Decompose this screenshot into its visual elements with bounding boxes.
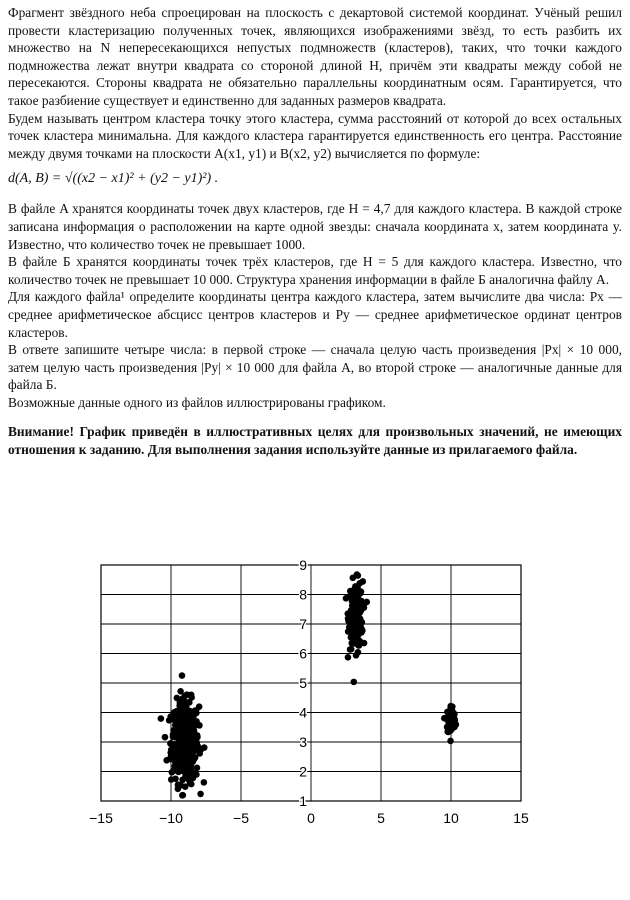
data-point [176,703,183,710]
data-point [441,715,448,722]
data-point [197,791,204,798]
data-point [171,731,178,738]
data-point [201,779,208,786]
data-point [451,724,458,731]
data-point [447,738,454,745]
y-tick-label: 3 [299,734,307,750]
distance-formula: d(A, B) = √((x2 − x1)² + (y2 − y1)²) . [8,171,219,187]
data-point [179,747,186,754]
x-tick-label: −10 [159,810,183,826]
data-point [163,757,170,764]
data-point [193,722,200,729]
data-point [445,729,452,736]
data-point [361,640,368,647]
data-point [182,736,189,743]
data-point [175,759,182,766]
data-point [182,783,189,790]
data-point [449,703,456,710]
paragraph-chart-note: Возможные данные одного из файлов иллюстрированы графиком. [8,394,386,410]
x-tick-label: −15 [89,810,113,826]
data-point [191,707,198,714]
data-point [183,716,190,723]
data-point [175,782,182,789]
x-tick-label: 0 [307,810,315,826]
paragraph-file-b: В файле Б хранятся координаты точек трёх кластеров, где H = 5 для каждого кластера. Известно, что количество точек не превышает 10 000. Структура хранения информации в файле Б аналогична файлу A. [8,254,622,287]
data-point [189,752,196,759]
data-point [173,750,180,757]
data-point [448,714,455,721]
data-point [359,619,366,626]
y-tick-label: 4 [299,704,307,721]
data-point [350,575,357,582]
data-point [182,754,189,761]
data-point [351,679,358,686]
data-point [345,654,352,661]
data-point [360,578,367,585]
data-point [355,642,362,649]
x-tick-label: −5 [233,810,249,826]
data-point [188,746,195,753]
paragraph-intro: Фрагмент звёздного неба спроецирован на плоскость с декартовой системой координат. Учёный решил провести кластеризацию полученных точек, являющихся изображениями звёзд, то есть разбить их множество на N непересекающихся непустых подмножеств (кластеров), таких, что точки каждого подмножества лежат внутри квадрата со стороной длиной H, причём эти квадраты между собой не пересекаются. Стороны квадрата не обязательно параллельны координатным осям. Гарантируется, что такое разбиение существует и единственно для заданных размеров квадрата. [8,5,622,108]
data-point [167,740,174,747]
data-point [168,776,175,783]
x-tick-label: 5 [377,810,385,826]
y-tick-label: 5 [299,675,307,691]
paragraph-center-definition: Будем называть центром кластера точку этого кластера, сумма расстояний от которой до всех остальных точек кластера минимальна. Для каждого кластера гарантируется единственность его центра. Расстояние между двумя точками на плоскости A(x1, y1) и B(x2, y2) вычисляется по формуле: [8,110,622,161]
data-point [192,770,199,777]
y-tick-label: 9 [299,557,307,573]
data-point [181,761,188,768]
scatter-chart-svg [8,553,622,843]
data-point [355,649,362,656]
y-tick-label: 6 [299,645,307,662]
scatter-chart [8,553,622,843]
warning-note: Внимание! График приведён в иллюстративных целях для произвольных значений, не имеющих отношения к заданию. Для выполнения задания используйте данные из прилагаемого файла. [8,424,622,458]
y-tick-label: 7 [299,616,307,632]
data-point [190,730,197,737]
data-point [158,715,165,722]
y-tick-label: 8 [299,586,307,603]
data-point [179,672,186,679]
data-point [348,646,355,653]
y-tick-label: 2 [299,763,307,780]
paragraph-file-a: В файле A хранятся координаты точек двух кластеров, где H = 4,7 для каждого кластера. В каждой строке записана информация о расположении на карте одной звезды: сначала координата x, затем координата y. Известно, что количество точек не превышает 1000. [8,201,622,252]
data-point [201,744,208,751]
data-point [162,734,169,741]
x-tick-label: 10 [443,810,459,826]
data-point [179,792,186,799]
data-point [359,627,366,634]
task-text [8,4,622,459]
x-tick-label: 15 [513,810,529,826]
data-point [349,598,356,605]
paragraph-compute: Для каждого файла¹ определите координаты центра каждого кластера, затем вычислите два числа: Px — среднее арифметическое абсцисс центров кластеров и Py — среднее арифметическое ординат центров кластеров. [8,289,622,340]
data-point [351,628,358,635]
data-point [172,709,179,716]
data-point [176,726,183,733]
data-point [175,769,182,776]
paragraph-answer-format: В ответе запишите четыре числа: в первой строке — сначала целую часть произведения |Px| × 10 000, затем целую часть произведения |Py| × 10 000 для файла A, во второй строке — аналогичные данные для файла Б. [8,342,622,393]
y-tick-label: 1 [299,793,307,809]
data-point [179,696,186,703]
data-point [353,608,360,615]
